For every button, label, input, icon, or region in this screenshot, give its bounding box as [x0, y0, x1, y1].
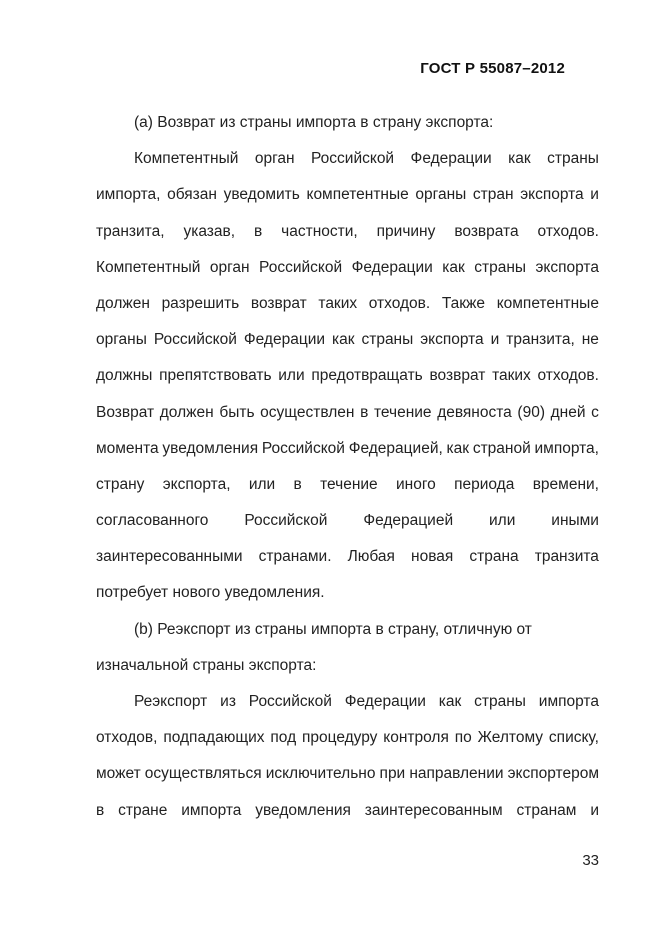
word: указав,	[183, 222, 236, 240]
word: или	[489, 512, 516, 530]
word: времени,	[532, 475, 599, 493]
word: Желтому	[477, 729, 544, 747]
word: орган	[254, 150, 295, 168]
paragraph-line	[96, 286, 599, 322]
paragraph-line	[96, 250, 599, 286]
word: как	[331, 331, 355, 349]
word: компетентные	[306, 186, 409, 204]
word: отходов.	[537, 367, 599, 385]
word: иного	[396, 475, 436, 493]
word: таких	[318, 294, 358, 312]
word: контроля	[383, 729, 449, 747]
word: экспортером	[507, 765, 599, 783]
word: в	[96, 801, 105, 819]
word: возврат	[250, 294, 307, 312]
word: транзита	[534, 548, 599, 566]
word: согласованного	[96, 512, 209, 530]
paragraph-line: потребует нового уведомления.	[96, 584, 325, 602]
word: процедуру	[301, 729, 378, 747]
word: в	[360, 403, 369, 421]
word: подпадающих	[163, 729, 265, 747]
word: в	[293, 475, 302, 493]
word: Федерации	[344, 693, 426, 710]
word: Российской	[244, 512, 328, 530]
word: таких	[492, 367, 531, 385]
word: разрешить	[161, 294, 240, 312]
paragraph-line	[96, 720, 599, 756]
word: при	[379, 765, 406, 783]
word: Любая	[347, 548, 395, 566]
word: страны	[474, 258, 527, 276]
paragraph-line	[96, 539, 599, 575]
word: импорта	[538, 693, 599, 710]
word: момента	[96, 439, 159, 457]
word: Российской	[261, 439, 345, 457]
word: как	[442, 258, 465, 276]
word: (90)	[517, 403, 545, 421]
word: осуществлен	[260, 403, 355, 421]
word: страны	[474, 693, 526, 710]
word: девяноста	[437, 403, 512, 421]
paragraph-line	[96, 214, 599, 250]
word: возврата	[454, 222, 519, 240]
word: течение	[320, 475, 378, 493]
word: новая	[411, 548, 454, 566]
document-header: ГОСТ Р 55087–2012	[420, 60, 565, 77]
word: странам	[516, 801, 577, 819]
word: возврат	[429, 367, 486, 385]
word: может	[96, 765, 141, 783]
word: отходов,	[96, 729, 158, 747]
paragraph-line	[96, 467, 599, 503]
paragraph-line	[96, 322, 599, 358]
subclause-b-heading: (b) Реэкспорт из страны импорта в страну, отличную от	[134, 620, 532, 638]
word: дней	[550, 403, 586, 421]
word: Возврат	[96, 403, 155, 421]
word: исключительно	[265, 765, 376, 783]
word: осуществляться	[144, 765, 262, 783]
word: из	[220, 693, 236, 710]
word: заинтересованным	[364, 801, 503, 819]
word: Реэкспорт	[134, 693, 208, 710]
word: органы	[415, 186, 467, 204]
word: причину	[376, 222, 436, 240]
word: заинтересованными	[96, 548, 243, 566]
word: Федерацией	[363, 512, 454, 530]
word: или	[248, 475, 276, 493]
word: Российской	[259, 258, 343, 276]
word: обязан	[167, 186, 217, 204]
word: или	[278, 367, 305, 385]
paragraph-line	[96, 684, 599, 720]
paragraph-line	[96, 756, 599, 792]
word: Российской	[311, 150, 395, 168]
word: экспорта	[520, 186, 584, 204]
word: в	[254, 222, 263, 240]
word: экспорта	[535, 258, 599, 276]
word: и	[490, 331, 500, 349]
paragraph-line	[96, 431, 599, 467]
word: должны	[96, 367, 153, 385]
word: уведомления	[162, 439, 259, 457]
word: как	[438, 693, 462, 710]
word: не	[581, 331, 599, 349]
subclause-a-heading: (a) Возврат из страны импорта в страну экспорта:	[134, 114, 494, 131]
word: импорта	[181, 801, 242, 819]
word: экспорта,	[162, 475, 231, 493]
word: Федерации	[351, 258, 433, 276]
word: страна	[469, 548, 519, 566]
word: Компетентный	[96, 258, 201, 276]
word: странами.	[258, 548, 332, 566]
word: частности,	[281, 222, 358, 240]
word: направлении	[409, 765, 504, 783]
word: должен	[159, 403, 214, 421]
subclause-b-heading-cont: изначальной страны экспорта:	[96, 656, 317, 674]
document-body	[96, 105, 599, 829]
word: должен	[96, 294, 150, 312]
word: Федерацией,	[348, 439, 443, 457]
word: периода	[454, 475, 515, 493]
paragraph-line	[96, 503, 599, 539]
word: с	[591, 403, 599, 421]
word: Компетентный	[134, 150, 239, 168]
word: страны	[361, 331, 414, 349]
word: как	[446, 439, 470, 457]
word: и	[590, 186, 599, 204]
word: отходов.	[537, 222, 599, 240]
word: Также	[441, 294, 486, 312]
word: компетентные	[496, 294, 599, 312]
word: стран	[472, 186, 514, 204]
word: импорта,	[96, 186, 161, 204]
word: Федерации	[410, 150, 492, 168]
paragraph-line	[96, 358, 599, 394]
word: под	[270, 729, 297, 747]
word: экспорта	[420, 331, 484, 349]
word: транзита,	[96, 222, 165, 240]
word: предотвращать	[311, 367, 423, 385]
word: уведомить	[223, 186, 300, 204]
paragraph-line	[96, 177, 599, 213]
word: страну	[96, 475, 145, 493]
word: иными	[551, 512, 599, 530]
word: Российской	[153, 331, 237, 349]
word: транзита,	[506, 331, 575, 349]
page-number: 33	[582, 852, 599, 869]
word: отходов.	[368, 294, 431, 312]
word: импорта,	[534, 439, 599, 457]
word: как	[508, 150, 531, 168]
word: страны	[547, 150, 599, 168]
word: органы	[96, 331, 147, 349]
word: и	[590, 801, 599, 819]
paragraph-line	[96, 141, 599, 177]
word: быть	[219, 403, 255, 421]
word: уведомления	[255, 801, 351, 819]
word: течение	[373, 403, 432, 421]
paragraph-line	[96, 793, 599, 829]
word: стране	[118, 801, 168, 819]
paragraph-line	[96, 395, 599, 431]
word: по	[454, 729, 472, 747]
word: орган	[209, 258, 250, 276]
word: препятствовать	[159, 367, 272, 385]
word: списку,	[548, 729, 599, 747]
word: страной	[472, 439, 531, 457]
word: Российской	[248, 693, 332, 710]
word: Федерации	[243, 331, 326, 349]
